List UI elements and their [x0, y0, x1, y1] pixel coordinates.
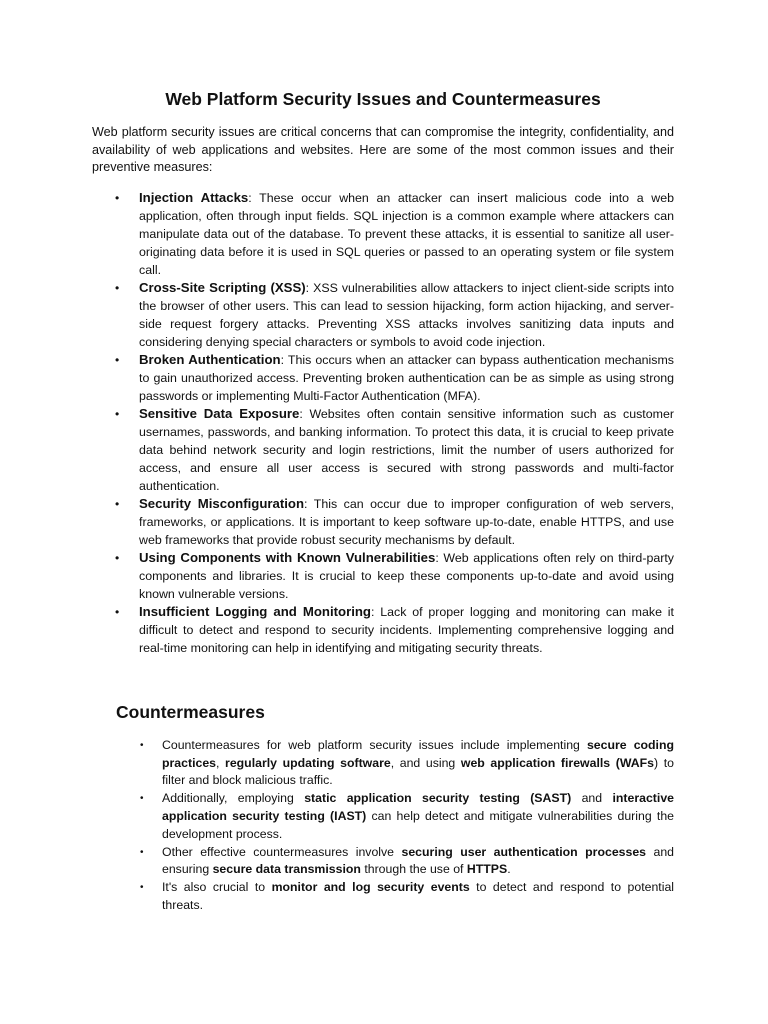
bullet-icon: •	[140, 739, 144, 751]
bullet-icon: •	[115, 352, 120, 367]
list-item	[115, 405, 674, 495]
body-text: and	[571, 791, 613, 806]
list-item	[115, 495, 674, 549]
bullet-icon: •	[140, 793, 144, 805]
issue-term: Injection Attacks	[139, 189, 249, 205]
bullet-icon: •	[140, 846, 144, 858]
list-item	[115, 189, 674, 279]
issue-description: : Lack of proper logging and monitoring can make it difficult to detect and respond to security incidents. Implementing comprehensive logging and real-time monitoring can help in identifying and mitigating security threats.	[139, 604, 674, 655]
body-text: ) to filter and block malicious traffic.	[162, 755, 674, 788]
bullet-icon: •	[140, 882, 144, 894]
bullet-icon: •	[115, 496, 120, 511]
bullet-icon: •	[115, 604, 120, 619]
issue-description: : This occurs when an attacker can bypass authentication mechanisms to gain unauthorized access. Preventing broken authentication can be as simple as using strong passwords or implementing Multi-Factor Authentication (MFA).	[139, 352, 674, 403]
emphasis-text: interactive application security testing (IAST)	[162, 791, 674, 823]
list-item	[115, 549, 674, 603]
list-item	[140, 844, 675, 880]
body-text: and ensuring	[162, 844, 675, 877]
list-item	[115, 603, 674, 657]
issue-description: : This can occur due to improper configuration of web servers, frameworks, or applications. It is important to keep software up-to-date, enable HTTPS, and use web frameworks that provide robust security mechanisms by default.	[139, 496, 674, 547]
list-item	[140, 790, 675, 843]
list-item	[115, 279, 674, 351]
emphasis-text: regularly updating software	[225, 755, 391, 770]
emphasis-text: securing user authentication processes	[401, 844, 647, 859]
bullet-icon: •	[115, 550, 120, 565]
document-page	[92, 88, 674, 915]
issue-term: Broken Authentication	[139, 351, 281, 367]
issue-description: : These occur when an attacker can insert malicious code into a web application, often through input fields. SQL injection is a common example where attackers can manipulate data out of the database. To prevent these attacks, it is essential to sanitize all user-originating data before it is used in SQL queries or passed to an operating system or file system call.	[139, 190, 674, 277]
list-item	[140, 879, 675, 915]
issue-description: : Web applications often rely on third-party components and libraries. It is crucial to keep these components up-to-date and avoid using known vulnerable versions.	[139, 550, 674, 601]
list-item	[140, 737, 674, 790]
issue-term: Sensitive Data Exposure	[139, 405, 300, 421]
emphasis-text: web application firewalls (WAFs	[460, 755, 654, 770]
bullet-icon: •	[115, 406, 120, 421]
emphasis-text: secure data transmission	[212, 862, 361, 877]
security-issues-list	[92, 189, 674, 657]
list-item	[115, 351, 674, 405]
countermeasures-list	[92, 737, 674, 915]
body-text: , and using	[390, 755, 461, 770]
body-text: ,	[216, 755, 226, 770]
body-text: Additionally, employing	[162, 791, 305, 806]
body-text: Countermeasures for web platform security issues include implementing	[162, 737, 587, 752]
issue-term: Using Components with Known Vulnerabilities	[139, 549, 436, 565]
intro-paragraph: Web platform security issues are critical concerns that can compromise the integrity, confidentiality, and availability of web applications and websites. Here are some of the most common issues and their preventive measures:	[92, 125, 674, 175]
issue-term: Cross-Site Scripting (XSS)	[139, 279, 306, 295]
emphasis-text: HTTPS	[466, 862, 508, 877]
issue-term: Insufficient Logging and Monitoring	[139, 603, 371, 619]
bullet-icon: •	[115, 280, 120, 295]
emphasis-text: monitor and log security events	[271, 880, 470, 895]
body-text: .	[507, 862, 511, 877]
body-text: through the use of	[360, 862, 467, 877]
issue-description: : Websites often contain sensitive information such as customer usernames, passwords, and banking information. To protect this data, it is crucial to keep private data behind network security and login restrictions, limit the number of users authorized for access, and ensure all user access is secured with strong passwords and multi-factor authentication.	[139, 406, 674, 493]
body-text: can help detect and mitigate vulnerabilities during the development process.	[162, 808, 675, 841]
countermeasures-heading: Countermeasures	[116, 701, 265, 722]
document-title: Web Platform Security Issues and Countermeasures	[165, 89, 601, 109]
emphasis-text: secure coding practices	[162, 737, 674, 770]
body-text: Other effective countermeasures involve	[162, 844, 402, 859]
body-text: It's also crucial to	[162, 880, 272, 895]
emphasis-text: static application security testing (SAST)	[304, 791, 572, 806]
issue-description: : XSS vulnerabilities allow attackers to inject client-side scripts into the browser of other users. This can lead to session hijacking, form action hijacking, and server-side request forgery attacks. Preventing XSS attacks involves sanitizing data inputs and considering denying special characters or symbols to avoid code injection.	[139, 280, 674, 349]
body-text: to detect and respond to potential threats.	[162, 880, 675, 912]
bullet-icon: •	[115, 190, 120, 205]
issue-term: Security Misconfiguration	[139, 495, 305, 511]
